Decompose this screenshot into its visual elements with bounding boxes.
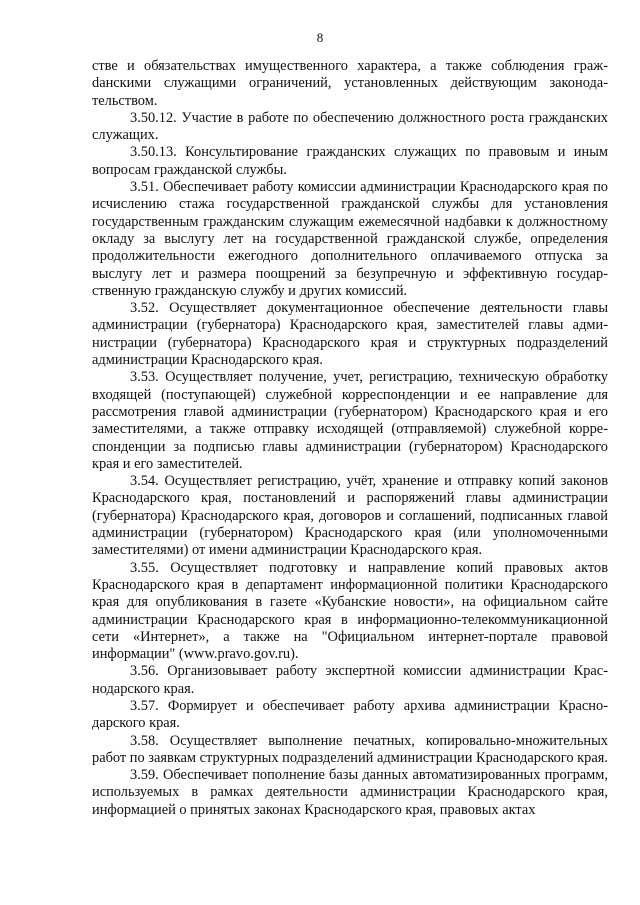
paragraph-3-56: 3.56. Организовывает работу экспертной комиссии администрации Краснодарского края. bbox=[92, 663, 608, 697]
paragraph-3-52: 3.52. Осуществляет документационное обеспечение деятельности главы администрации (губернатора) Краснодарского края, заместителей главы администрации (губернатора) Краснодарского края и структурных подразделений администрации Краснодарского края. bbox=[92, 300, 608, 369]
paragraph-3-51: 3.51. Обеспечивает работу комиссии администрации Краснодарского края по исчислению стажа государственной гражданской службы для установления государственным гражданским служащим ежемесячной надбавки к должностному окладу за выслугу лет на государственной гражданской службе, определения продолжительности ежегодного дополнительного оплачиваемого отпуска за выслугу лет и размера поощрений за безупречную и эффективную государственную гражданскую службу и других комиссий. bbox=[92, 179, 608, 299]
paragraph-3-59: 3.59. Обеспечивает пополнение базы данных автоматизированных программ, используемых в рамках деятельности администрации Краснодарского края, информацией о принятых законах Краснодарского края, правовых актах bbox=[92, 767, 608, 818]
paragraph-3-53: 3.53. Осуществляет получение, учет, регистрацию, техническую обработку входящей (поступающей) служебной корреспонденции и ее направление для рассмотрения главой администрации (губернатором) Краснодарского края и его заместителями, а также отправку исходящей (отправляемой) служебной корреспонденции за подписью главы администрации (губернатором) Краснодарского края и его заместителей. bbox=[92, 369, 608, 472]
paragraph-3-58: 3.58. Осуществляет выполнение печатных, копировально-множительных работ по заявкам структурных подразделений администрации Краснодарского края. bbox=[92, 732, 608, 766]
paragraph-3-55: 3.55. Осуществляет подготовку и направление копий правовых актов Краснодарского края в департамент информационной политики Краснодарского края для опубликования в газете «Кубанские новости», на официальном сайте администрации Краснодарского края в информационно-телекоммуникационной сети «Интернет», а также на "Официальном интернет-портале правовой информации" (www.pravo.gov.ru). bbox=[92, 559, 608, 663]
paragraph-3-57: 3.57. Формирует и обеспечивает работу архива администрации Краснодарского края. bbox=[92, 697, 608, 732]
paragraph-3-50-13: 3.50.13. Консультирование гражданских служащих по правовым и иным вопросам гражданской службы. bbox=[92, 144, 608, 178]
document-body bbox=[92, 58, 608, 819]
paragraph-continuation: стве и обязательствах имущественного характера, а также соблюдения гражdанскими служащими ограничений, установленных действующим законодательством. bbox=[92, 58, 608, 109]
paragraph-3-54: 3.54. Осуществляет регистрацию, учёт, хранение и отправку копий законов Краснодарского края, постановлений и распоряжений главы администрации (губернатора) Краснодарского края, договоров и соглашений, подписанных главой администрации (губернатором) Краснодарского края (или уполномоченными заместителями) от имени администрации Краснодарского края. bbox=[92, 473, 608, 559]
paragraph-3-50-12: 3.50.12. Участие в работе по обеспечению должностного роста гражданских служащих. bbox=[92, 109, 608, 144]
page-number: 8 bbox=[316, 30, 324, 45]
